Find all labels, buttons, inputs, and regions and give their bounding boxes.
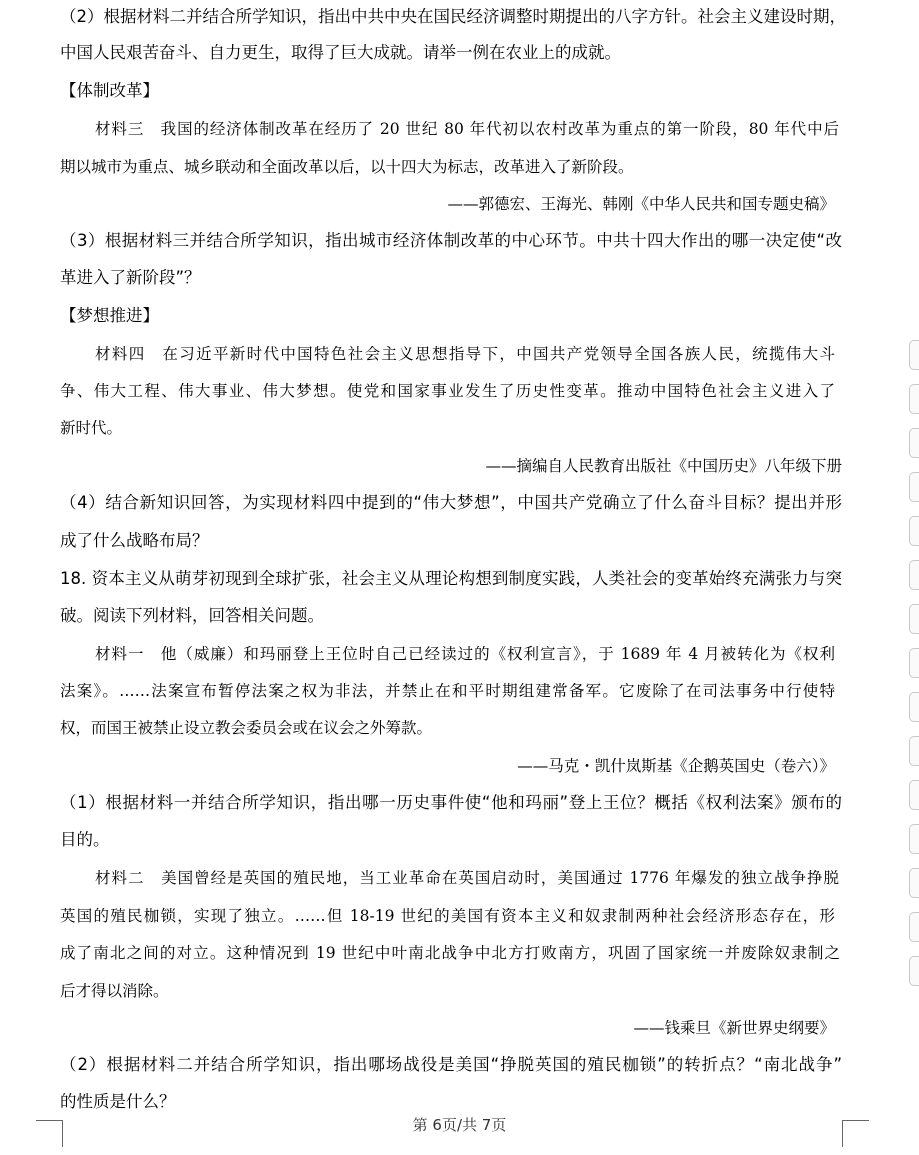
side-scroll-tab[interactable] [909,384,919,414]
side-scroll-tab[interactable] [909,560,919,590]
question-18-line-2: 破。阅读下列材料，回答相关问题。 [60,606,324,625]
section-heading-reform: 【体制改革】 [60,81,159,100]
material-2-line-2: 英国的殖民枷锁，实现了独立。……但 18-19 世纪的美国有资本主义和奴隶制两种社会经济形态存在，形 [60,907,835,925]
page-number-footer: 第 6页/共 7页 [412,1116,507,1134]
material-3-source: ——郭德宏、王海光、韩刚《中华人民共和国专题史稿》 [447,195,835,213]
page-corner-mark-right [842,1120,869,1147]
material-4-source: ——摘编自人民教育出版社《中国历史》八年级下册 [485,457,842,475]
side-scroll-tab[interactable] [909,648,919,678]
question-18-1-line-1: （1）根据材料一并结合所学知识，指出哪一历史事件使“他和玛丽”登上王位？概括《权利法案》颁布的 [60,793,842,812]
material-2-line-1: 材料二 美国曾经是英国的殖民地，当工业革命在英国启动时，美国通过 1776 年爆发的独立战争挣脱 [95,869,839,887]
side-scroll-tab[interactable] [909,868,919,898]
side-scroll-tab[interactable] [909,516,919,546]
section-heading-dream: 【梦想推进】 [60,306,159,325]
side-scroll-tab[interactable] [909,472,919,502]
question-18-line-1: 18. 资本主义从萌芽初现到全球扩张，社会主义从理论构想到制度实践，人类社会的变革始终充满张力与突 [60,569,842,588]
side-scroll-tab[interactable] [909,340,919,370]
material-4-line-3: 新时代。 [60,419,123,437]
material-1-line-3: 权，而国王被禁止设立教会委员会或在议会之外筹款。 [60,719,433,737]
question-18-1-line-2: 目的。 [60,830,110,849]
question-3-line-2: 革进入了新阶段”？ [60,268,201,287]
side-scroll-tab[interactable] [909,736,919,766]
page-corner-mark-left [36,1120,63,1147]
question-18-2-line-1: （2）根据材料二并结合所学知识，指出哪场战役是美国“挣脱英国的殖民枷锁”的转折点？“南北战争” [60,1055,842,1074]
side-scroll-tab[interactable] [909,956,919,986]
material-2-line-4: 后才得以消除。 [60,982,169,1000]
material-2-source: ——钱乘旦《新世界史纲要》 [633,1019,835,1037]
material-1-line-1: 材料一 他（威廉）和玛丽登上王位时自己已经读过的《权利宣言》，于 1689 年 4 月被转化为《权利 [95,645,835,663]
question-3-line-1: （3）根据材料三并结合所学知识，指出城市经济体制改革的中心环节。中共十四大作出的哪一决定使“改 [60,231,842,250]
material-3-line-1: 材料三 我国的经济体制改革在经历了 20 世纪 80 年代初以农村改革为重点的第一阶段，80 年代中后 [95,120,839,138]
side-scroll-tab[interactable] [909,604,919,634]
material-2-line-3: 成了南北之间的对立。这种情况到 19 世纪中叶南北战争中北方打败南方，巩固了国家统一并废除奴隶制之 [60,944,840,962]
side-scroll-tab[interactable] [909,692,919,722]
side-scroll-tab[interactable] [909,912,919,942]
question-18-2-line-2: 的性质是什么？ [60,1092,176,1111]
question-2-line-1: （2）根据材料二并结合所学知识，指出中共中央在国民经济调整时期提出的八字方针。社会主义建设时期， [60,7,846,26]
material-1-line-2: 法案》。……法案宣布暂停法案之权为非法，并禁止在和平时期组建常备军。它废除了在司法事务中行使特 [60,682,835,700]
question-4-line-1: （4）结合新知识回答，为实现材料四中提到的“伟大梦想”，中国共产党确立了什么奋斗目标？提出并形 [60,493,842,512]
material-1-source: ——马克・凯什岚斯基《企鹅英国史（卷六）》 [517,757,835,775]
question-4-line-2: 成了什么战略布局？ [60,531,209,550]
material-4-line-1: 材料四 在习近平新时代中国特色社会主义思想指导下，中国共产党领导全国各族人民，统揽伟大斗 [95,345,835,363]
question-2-line-2: 中国人民艰苦奋斗、自力更生，取得了巨大成就。请举一例在农业上的成就。 [60,43,621,62]
side-scroll-tab[interactable] [909,428,919,458]
side-scroll-tab[interactable] [909,780,919,810]
side-scroll-tab[interactable] [909,824,919,854]
material-3-line-2: 期以城市为重点、城乡联动和全面改革以后，以十四大为标志，改革进入了新阶段。 [60,158,634,176]
material-4-line-2: 争、伟大工程、伟大事业、伟大梦想。使党和国家事业发生了历史性变革。推动中国特色社会主义进入了 [60,382,835,400]
